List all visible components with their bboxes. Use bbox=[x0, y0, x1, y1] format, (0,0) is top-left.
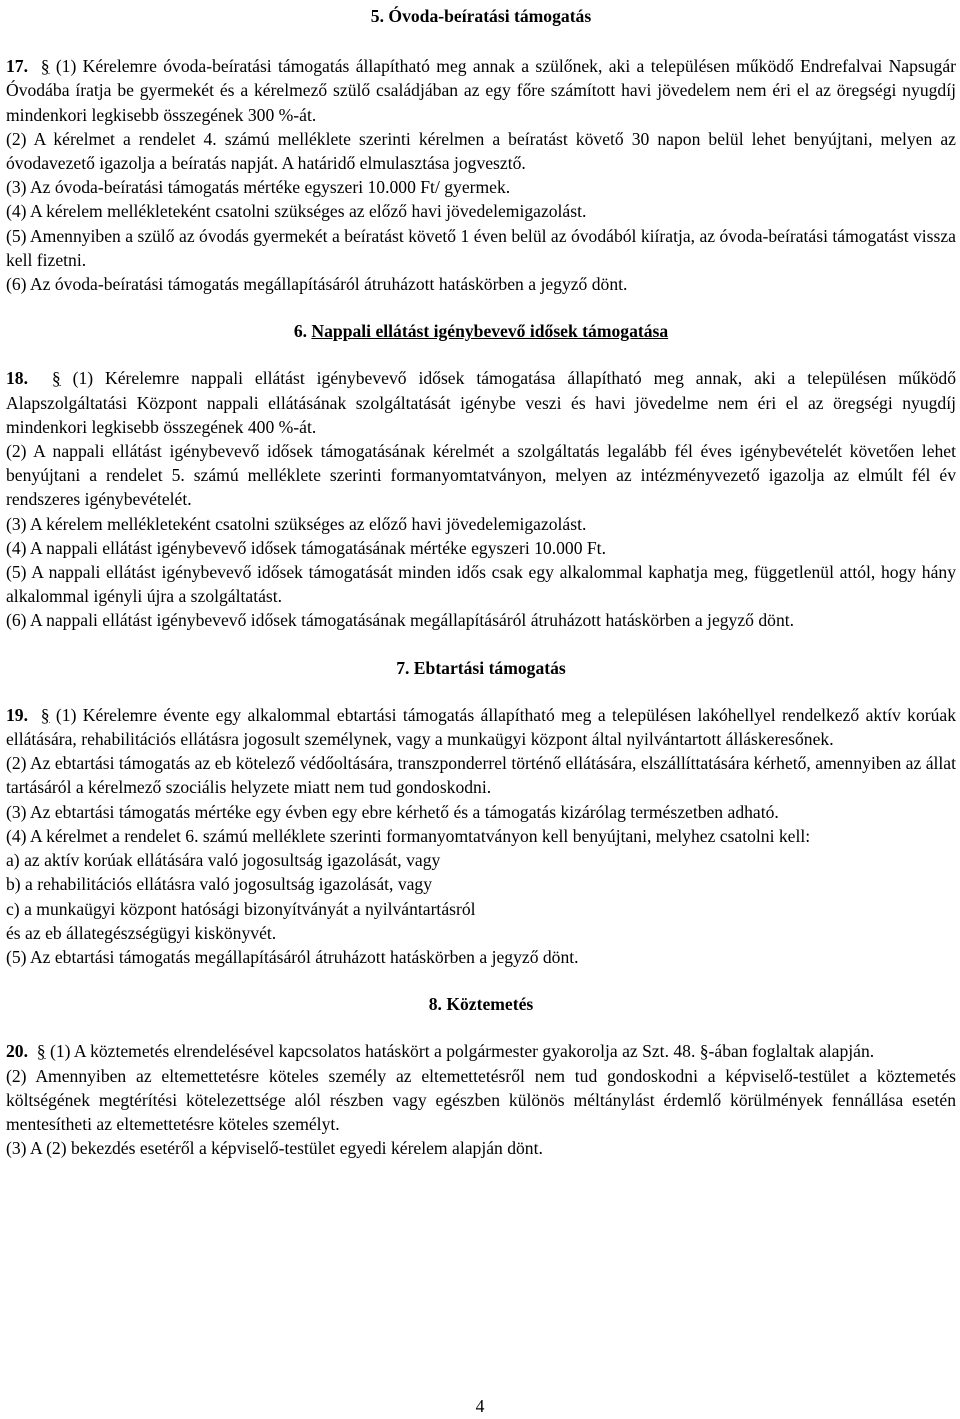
section-sign: § bbox=[40, 704, 50, 725]
section-heading: 8. Köztemetés bbox=[428, 994, 534, 1015]
paragraph bbox=[6, 703, 956, 751]
section-sign: § bbox=[40, 56, 50, 77]
list-item: c) a munkaügyi központ hatósági bizonyítványát a nyilvántartásról bbox=[6, 898, 476, 919]
paragraph-text: (1) Kérelemre évente egy alkalommal ebtartási támogatás állapítható meg a településen lakóhellyel rendelkező aktív korúak ellátására, rehabilitációs ellátásra jogosult személynek, vagy a munkaügyi központ által nyilvántartott álláskeresőnek. bbox=[6, 704, 956, 750]
section-heading-number: 6. bbox=[293, 321, 312, 342]
section-sign: § bbox=[36, 1041, 46, 1062]
list-item: b) a rehabilitációs ellátásra való jogosultság igazolását, vagy bbox=[6, 874, 433, 895]
list-item: és az eb állategészségügyi kiskönyvét. bbox=[6, 922, 277, 943]
paragraph: (4) A kérelem mellékleteként csatolni szükséges az előző havi jövedelemigazolást. bbox=[6, 201, 587, 222]
paragraph: (6) Az óvoda-beíratási támogatás megállapításáról átruházott hatáskörben a jegyző dönt. bbox=[6, 274, 628, 295]
section-sign: § bbox=[51, 368, 61, 389]
paragraph-text: (1) A köztemetés elrendelésével kapcsolatos hatáskört a polgármester gyakorolja az Szt. 48. §-ában foglaltak alapján. bbox=[45, 1041, 875, 1062]
paragraph: (5) Amennyiben a szülő az óvodás gyermekét a beíratást követő 1 éven belül az óvodából kiíratja, az óvoda-beíratási támogatást vissza kell fizetni. bbox=[6, 225, 956, 270]
document-page bbox=[6, 4, 956, 1160]
section-heading-text: Nappali ellátást igénybevevő idősek támogatása bbox=[311, 321, 669, 342]
paragraph: (3) Az ebtartási támogatás mértéke egy évben egy ebre kérhető és a támogatás kizárólag természetben adható. bbox=[6, 801, 779, 822]
paragraph-text: (1) Kérelemre óvoda-beíratási támogatás állapítható meg annak a szülőnek, aki a településen működő Endrefalvai Napsugár Óvodába íratja be gyermekét és a kérelmező szülő családjában az egy főre számított havi jövedelem nem éri el az öregségi nyugdíj mindenkori legkisebb összegének 300 %-át. bbox=[6, 56, 956, 125]
paragraph bbox=[6, 54, 956, 127]
list-item: a) az aktív korúak ellátására való jogosultság igazolását, vagy bbox=[6, 850, 441, 871]
section-number: 17. bbox=[6, 56, 28, 77]
page-number: 4 bbox=[475, 1396, 485, 1416]
paragraph: (2) A nappali ellátást igénybevevő idősek támogatásának kérelmét a szolgáltatás legalább fél éves igénybevételét követően lehet benyújtani a rendelet 5. számú melléklete szerinti formanyomtatványon, melyen az intézményvezető igazolja az elmúlt fél év rendszeres igénybevételét. bbox=[6, 441, 956, 510]
section-number: 18. bbox=[6, 368, 28, 389]
paragraph-text: (1) Kérelemre nappali ellátást igénybevevő idősek támogatása állapítható meg annak, aki a településen működő Alapszolgáltatási Központ nappali ellátásának szolgáltatását igénybe veszi és havi jövedelme nem éri el az öregségi nyugdíj mindenkori legkisebb összegének 400 %-át. bbox=[6, 368, 957, 437]
paragraph: (4) A kérelmet a rendelet 6. számú melléklete szerinti formanyomtatványon kell benyújtani, melyhez csatolni kell: bbox=[6, 825, 811, 846]
paragraph: (2) Amennyiben az eltemettetésre köteles személy az eltemettetésről nem tud gondoskodni a képviselő-testület a köztemetés költségének megtérítési kötelezettsége alól részben vagy egészben különös méltánylást érdemlő körülmények fennállása esetén mentesítheti az eltemettetésre köteles személyt. bbox=[6, 1065, 956, 1134]
paragraph: (5) A nappali ellátást igénybevevő idősek támogatását minden idős csak egy alkalommal kaphatja meg, függetlenül attól, hogy hány alkalommal igényli újra a szolgáltatást. bbox=[6, 562, 956, 607]
paragraph: (3) A (2) bekezdés esetéről a képviselő-testület egyedi kérelem alapján dönt. bbox=[6, 1138, 543, 1159]
section-number: 19. bbox=[6, 704, 28, 725]
paragraph: (5) Az ebtartási támogatás megállapításáról átruházott hatáskörben a jegyző dönt. bbox=[6, 946, 579, 967]
paragraph: (4) A nappali ellátást igénybevevő idősek támogatásának mértéke egyszeri 10.000 Ft. bbox=[6, 537, 606, 558]
section-heading bbox=[6, 319, 956, 343]
paragraph: (2) A kérelmet a rendelet 4. számú melléklete szerinti kérelmen a beíratást követő 30 napon belül lehet benyújtani, melyen az óvodavezető igazolja a beíratás napját. A határidő elmulasztása jogvesztő. bbox=[6, 128, 956, 174]
section-heading: 5. Óvoda-beíratási támogatás bbox=[370, 6, 592, 26]
paragraph bbox=[6, 1039, 956, 1063]
paragraph bbox=[6, 366, 956, 439]
section-heading: 7. Ebtartási támogatás bbox=[396, 657, 566, 678]
paragraph: (3) Az óvoda-beíratási támogatás mértéke egyszeri 10.000 Ft/ gyermek. bbox=[6, 177, 511, 198]
paragraph: (3) A kérelem mellékleteként csatolni szükséges az előző havi jövedelemigazolást. bbox=[6, 513, 587, 534]
paragraph: (2) Az ebtartási támogatás az eb kötelező védőoltására, transzponderrel történő ellátására, elszállíttatására kérhető, amennyiben az állat tartásáról a kérelmező szociális helyzete miatt nem tud gondoskodni. bbox=[6, 753, 956, 798]
section-number: 20. bbox=[6, 1041, 28, 1062]
paragraph: (6) A nappali ellátást igénybevevő idősek támogatásának megállapításáról átruházott hatáskörben a jegyző dönt. bbox=[6, 610, 795, 631]
